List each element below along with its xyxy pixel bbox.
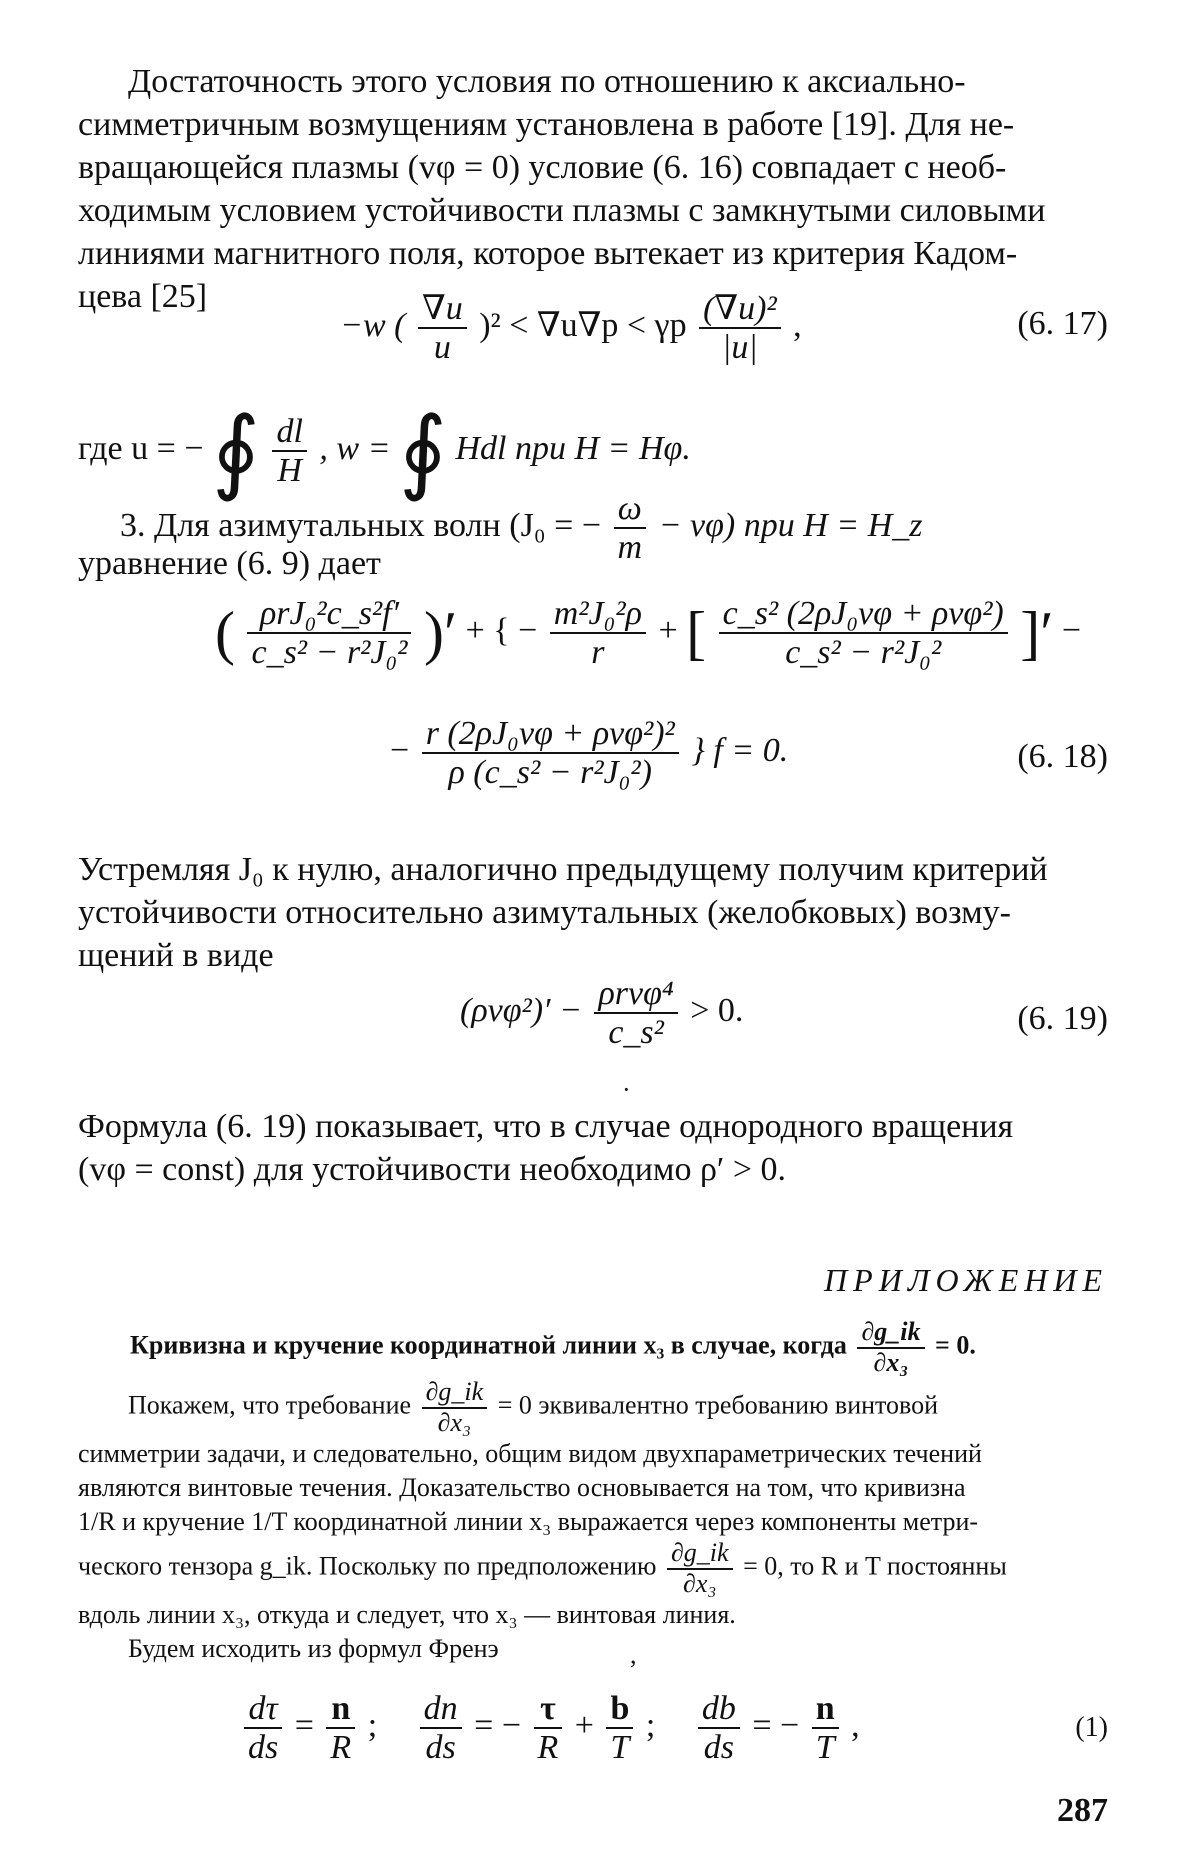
fraction: $\frac{\partial g\_ik}{\text{∂x₃}}$ bbox=[422, 1378, 488, 1437]
text-line: вдоль линии x₃, откуда и следует, что x₃ — винтовая линия. bbox=[78, 1600, 736, 1630]
appendix-subtitle: Кривизна и кручение координатной линии x₃ в случае, когда $\frac{\partial g\_ik}{\text{∂x₃}}$ = 0. bbox=[130, 1317, 976, 1377]
text-line: Будем исходить из формул Френэ bbox=[128, 1634, 499, 1664]
equation-number: (1) bbox=[1075, 1712, 1108, 1743]
fraction: $\frac{\partial g\_ik}{\text{∂x₃}}$ bbox=[857, 1318, 924, 1377]
fraction: $\frac{\text{(∇u)²}}{|u|}$ bbox=[699, 290, 781, 367]
text-line: Покажем, что требование $\frac{\partial g\_ik}{\text{∂x₃}}$ = 0 эквивалентно требованию винтовой bbox=[128, 1377, 939, 1437]
paragraph-azimuthal-line1: 3. Для азимутальных волн (J₀ = − $\frac{\omega}{m}$ − vφ) при H = H_z bbox=[120, 490, 923, 567]
text-line: (vφ = const) для устойчивости необходимо ρ′ > 0. bbox=[78, 1151, 787, 1188]
definition-line: где u = − ∮ $\frac{dl}{H}$ , w = ∮ Hdl при H = Hφ. bbox=[78, 400, 691, 502]
paragraph-azimuthal-line2: уравнение (6. 9) дает bbox=[78, 545, 381, 582]
equation-number: (6. 19) bbox=[1017, 1000, 1108, 1037]
equation-frenet: $\frac{d\tau}{ds}$ = $\frac{n}{R}$ ; $\frac{dn}{ds}$ = − $\frac{\tau}{R}$ + $\frac{b}{T}$ ; $\frac{db}{ds}$ = − $\frac{n}{T}$ , bbox=[240, 1690, 860, 1767]
fraction: $\frac{\text{ρrJ₀²c\_s²f′}}{\text{c\_s² − r²J₀²}}$ bbox=[247, 595, 411, 672]
fraction: $\frac{\nabla u}{u}$ bbox=[418, 290, 467, 367]
fraction: $\frac{db}{ds}$ bbox=[698, 1690, 740, 1767]
text-line: ходимым условием устойчивости плазмы с замкнутыми силовыми bbox=[78, 192, 1046, 229]
text-line: симметрии задачи, и следовательно, общим видом двухпараметрических течений bbox=[78, 1439, 982, 1469]
text-line: щений в виде bbox=[78, 937, 274, 974]
page-number: 287 bbox=[1057, 1792, 1108, 1829]
speck-mark: , bbox=[630, 1640, 637, 1669]
fraction: $\frac{\partial g\_ik}{\text{∂x₃}}$ bbox=[667, 1539, 733, 1598]
appendix-heading: ПРИЛОЖЕНИЕ bbox=[824, 1262, 1108, 1298]
appendix-body bbox=[78, 1378, 1110, 1666]
fraction: $\frac{\omega}{m}$ bbox=[614, 490, 647, 567]
speck-mark: · bbox=[622, 1075, 631, 1104]
text-line: симметричным возмущениям установлена в работе [19]. Для не- bbox=[78, 106, 1015, 143]
fraction: $\frac{dn}{ds}$ bbox=[420, 1690, 462, 1767]
fraction: $\frac{\text{c\_s² (2ρJ₀vφ + ρvφ²)}}{\text{c\_s² − r²J₀²}}$ bbox=[719, 595, 1008, 672]
text-line: цева [25] bbox=[78, 278, 208, 315]
text-line: Устремляя J₀ к нулю, аналогично предыдущему получим критерий bbox=[78, 851, 1048, 888]
fraction: $\frac{b}{T}$ bbox=[606, 1690, 633, 1767]
equation-number: (6. 18) bbox=[1017, 738, 1108, 775]
paragraph-formula-shows bbox=[78, 1105, 1110, 1191]
equation-6-19: (ρvφ²)′ − $\frac{\text{ρrvφ⁴}}{\text{c\_s²}}$ > 0. bbox=[460, 975, 744, 1052]
equation-6-18-line2: − $\frac{\text{r (2ρJ₀vφ + ρvφ²)²}}{\text{ρ (c\_s² − r²J₀²)}}$ } f = 0. bbox=[390, 715, 789, 792]
text-line: 1/R и кручение 1/T координатной линии x₃ выражается через компоненты метри- bbox=[78, 1507, 979, 1537]
fraction: $\frac{\text{r (2ρJ₀vφ + ρvφ²)²}}{\text{ρ (c\_s² − r²J₀²)}}$ bbox=[422, 715, 679, 792]
paragraph-criterion bbox=[78, 848, 1110, 977]
fraction: $\frac{\text{ρrvφ⁴}}{\text{c\_s²}}$ bbox=[594, 975, 677, 1052]
text-line: линиями магнитного поля, которое вытекает из критерия Кадом- bbox=[78, 235, 1018, 272]
fraction: $\frac{dl}{H}$ bbox=[272, 413, 306, 490]
fraction: $\frac{d\tau}{ds}$ bbox=[244, 1690, 282, 1767]
equation-6-17: −w ( $\frac{\nabla u}{u}$ )² < ∇u∇p < γp $\frac{\text{(∇u)²}}{|u|}$ , bbox=[340, 290, 802, 367]
text-line: вращающейся плазмы (vφ = 0) условие (6. 16) совпадает с необ- bbox=[78, 149, 1007, 186]
fraction: $\frac{n}{T}$ bbox=[812, 1690, 839, 1767]
fraction: $\frac{\text{m²J₀²ρ}}{r}$ bbox=[550, 595, 646, 672]
equation-number: (6. 17) bbox=[1017, 305, 1108, 342]
equation-6-18-line1: ( $\frac{\text{ρrJ₀²c\_s²f′}}{\text{c\_s² − r²J₀²}}$ )′ + { − $\frac{\text{m²J₀²ρ}}{r}$ + [ $\frac{\text{c\_s² (2ρJ₀vφ + ρvφ²)}}{\text{c\_s² − r²J₀²}}$ ]′ − bbox=[215, 595, 1082, 672]
contour-integral-icon: ∮ bbox=[212, 400, 260, 502]
text-line: устойчивости относительно азимутальных (желобковых) возму- bbox=[78, 894, 1011, 931]
paragraph-sufficiency bbox=[78, 60, 1110, 318]
fraction: $\frac{n}{R}$ bbox=[326, 1690, 355, 1767]
fraction: $\frac{\tau}{R}$ bbox=[534, 1690, 563, 1767]
text-line: Формула (6. 19) показывает, что в случае однородного вращения bbox=[78, 1108, 1014, 1145]
text-line: ческого тензора g_ik. Поскольку по предположению $\frac{\partial g\_ik}{\text{∂x₃}}$ = 0, то R и T постоянны bbox=[78, 1538, 1007, 1598]
text-line: являются винтовые течения. Доказательство основывается на том, что кривизна bbox=[78, 1473, 966, 1503]
contour-integral-icon: ∮ bbox=[399, 400, 447, 502]
text-line: Достаточность этого условия по отношению к аксиально- bbox=[128, 63, 966, 100]
